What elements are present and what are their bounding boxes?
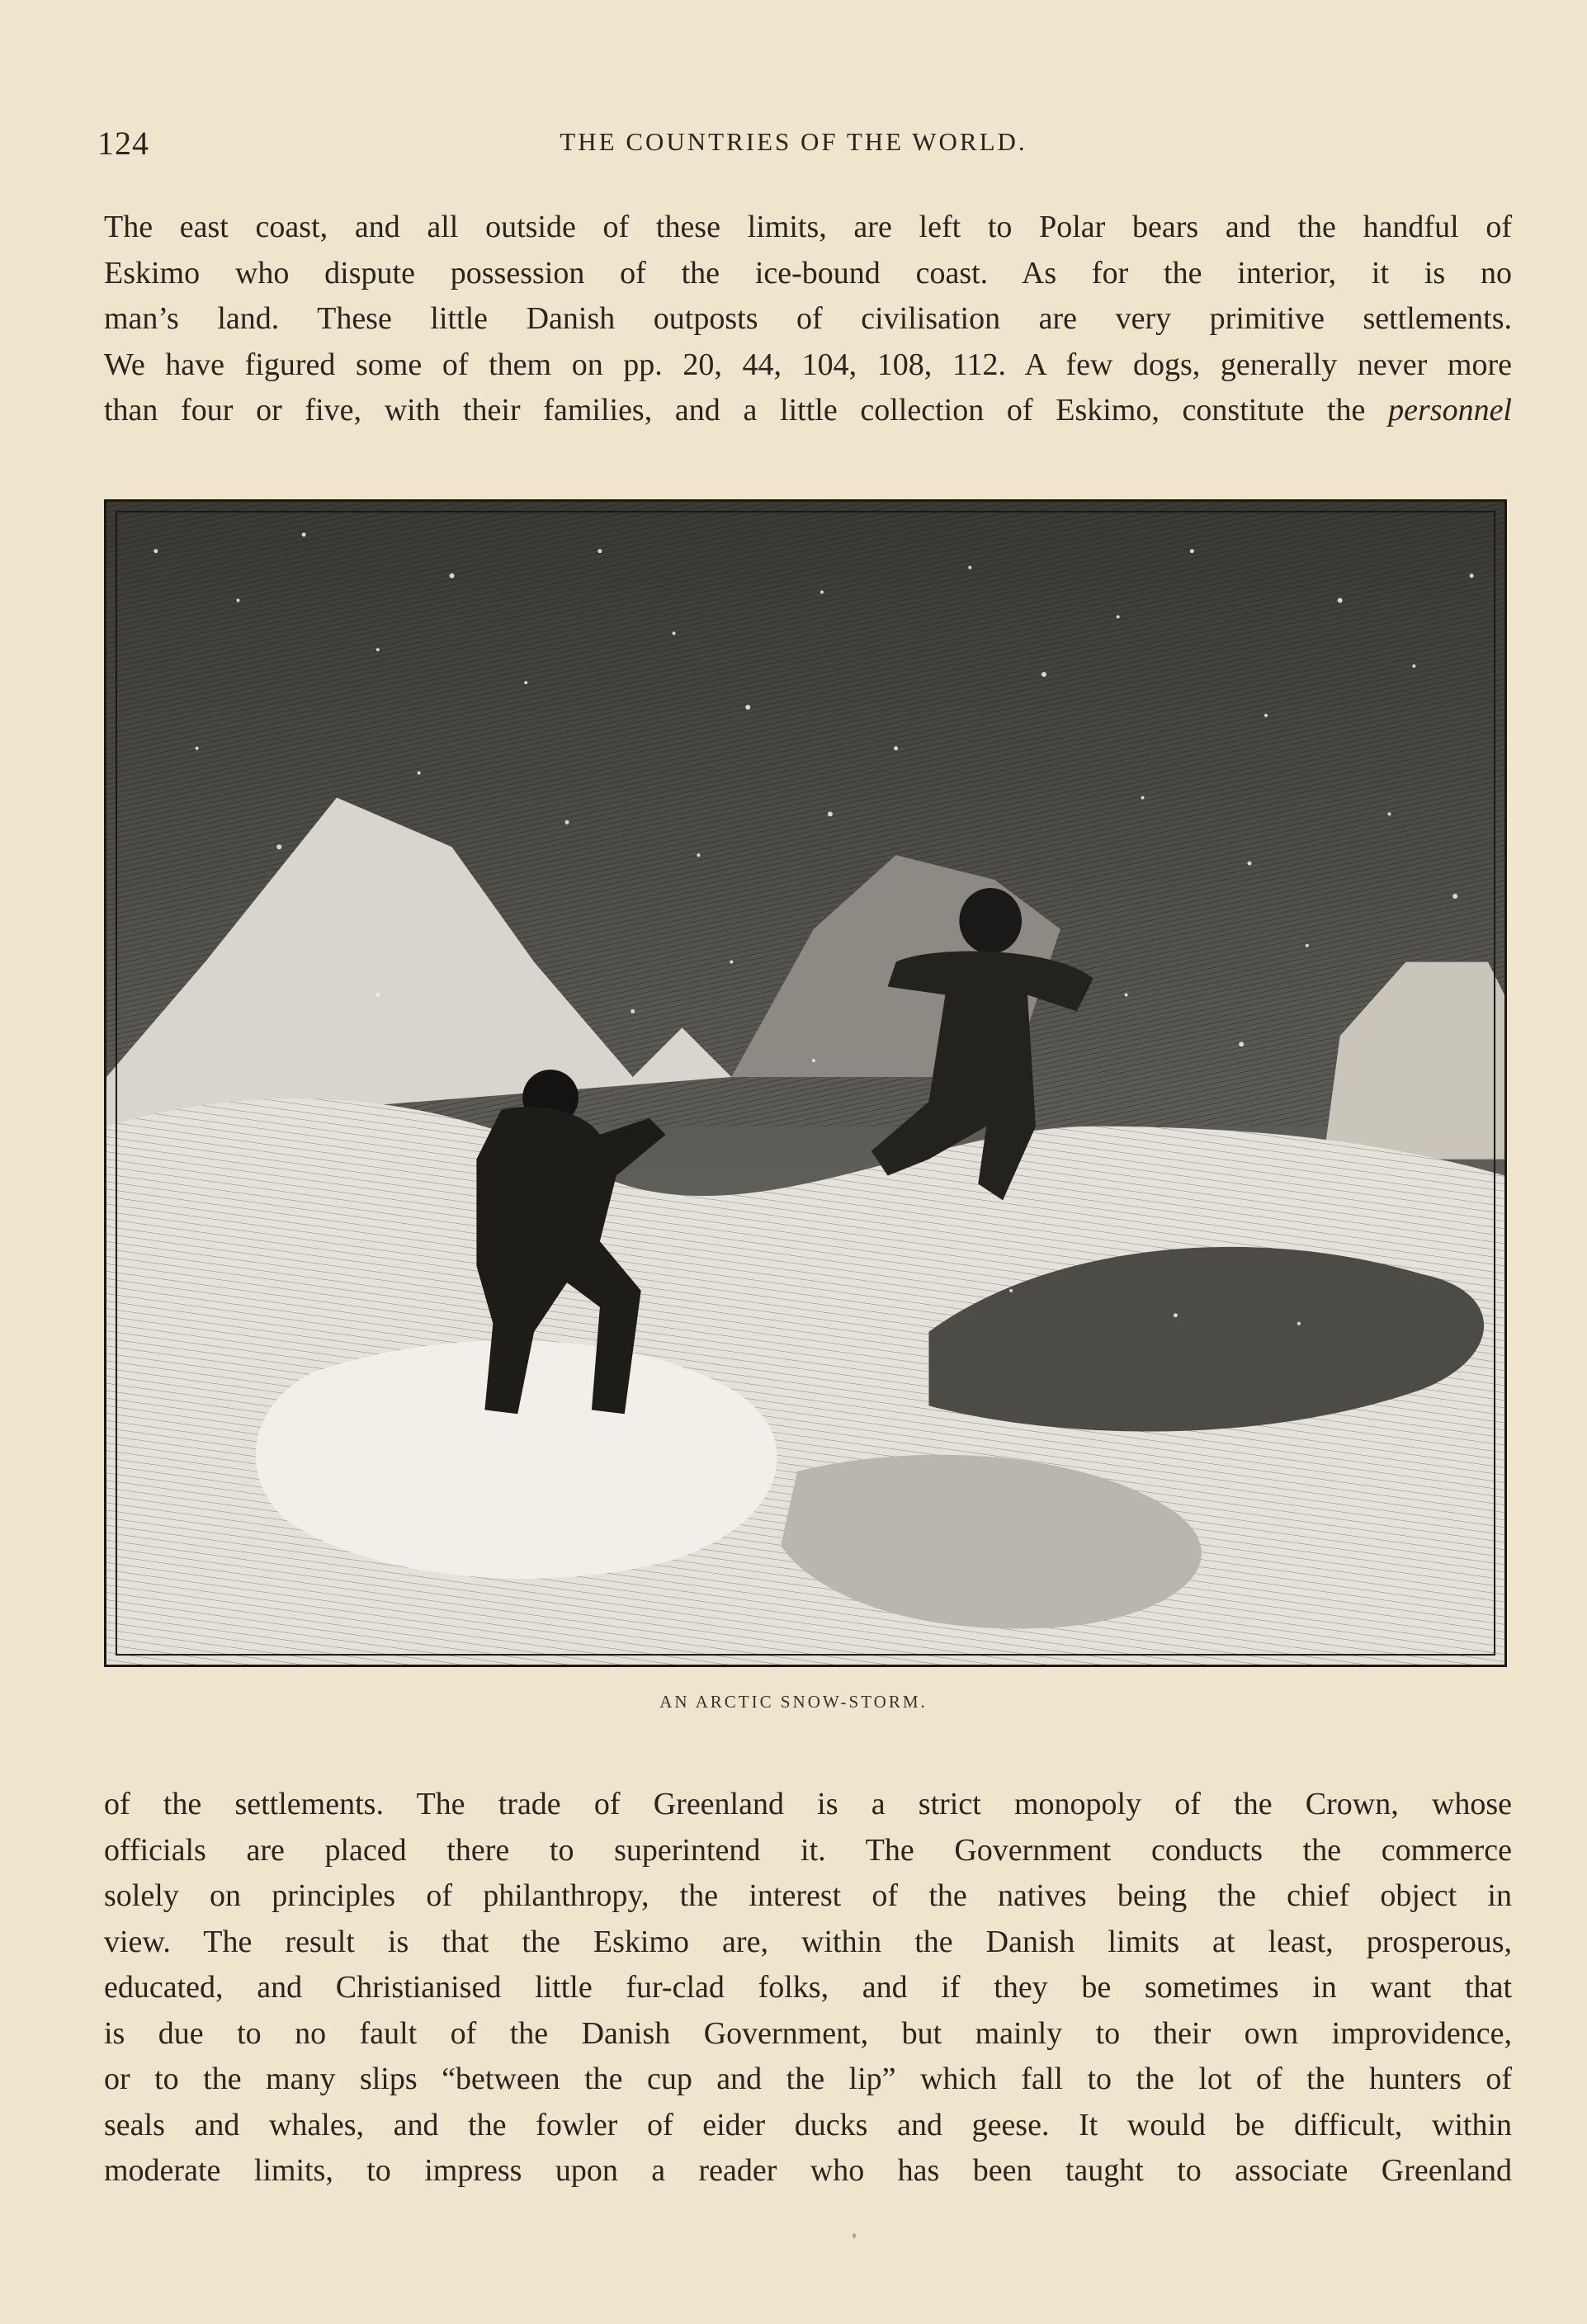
paragraph-line: is due to no fault of the Danish Government, but mainly to their own improvidence, (104, 2015, 1512, 2051)
paragraph-line-text: than four or five, with their families, and a little collection of Eskimo, constitute the (104, 393, 1366, 427)
bottom-paragraph (104, 1782, 1512, 2194)
engraving-arctic-snow-storm (104, 499, 1507, 1667)
running-head (0, 124, 1587, 165)
paragraph-line: or to the many slips “between the cup and the lip” which fall to the lot of the hunters of (104, 2062, 1512, 2096)
paragraph-line: officials are placed there to superintend it. The Government conducts the commerce (104, 1832, 1512, 1868)
paragraph-line (104, 388, 1512, 434)
paragraph-line: seals and whales, and the fowler of eider ducks and geese. It would be difficult, within (104, 2107, 1512, 2142)
paragraph-line: We have figured some of them on pp. 20, 44, 104, 108, 112. A few dogs, generally never more (104, 347, 1512, 382)
paragraph-line: The east coast, and all outside of these limits, are left to Polar bears and the handful of (104, 210, 1512, 244)
paper-speck (853, 2233, 856, 2238)
top-paragraph (104, 205, 1512, 434)
paragraph-line: view. The result is that the Eskimo are, within the Danish limits at least, prosperous, (104, 1924, 1512, 1959)
paragraph-line: of the settlements. The trade of Greenland is a strict monopoly of the Crown, whose (104, 1787, 1512, 1821)
engraving-illustration (106, 502, 1504, 1665)
paragraph-line: moderate limits, to impress upon a reader who has been taught to associate Greenland (104, 2153, 1512, 2188)
paragraph-line: educated, and Christianised little fur-clad folks, and if they be sometimes in want that (104, 1970, 1512, 2005)
running-title: THE COUNTRIES OF THE WORLD. (560, 127, 1027, 156)
illustration-caption: AN ARCTIC SNOW-STORM. (659, 1692, 928, 1712)
italic-word: personnel (1388, 393, 1512, 427)
page-number: 124 (97, 125, 149, 162)
paragraph-line: solely on principles of philanthropy, the interest of the natives being the chief object in (104, 1878, 1512, 1913)
paragraph-line: man’s land. These little Danish outposts of civilisation are very primitive settlements. (104, 301, 1512, 336)
paragraph-line: Eskimo who dispute possession of the ice-bound coast. As for the interior, it is no (104, 255, 1512, 290)
